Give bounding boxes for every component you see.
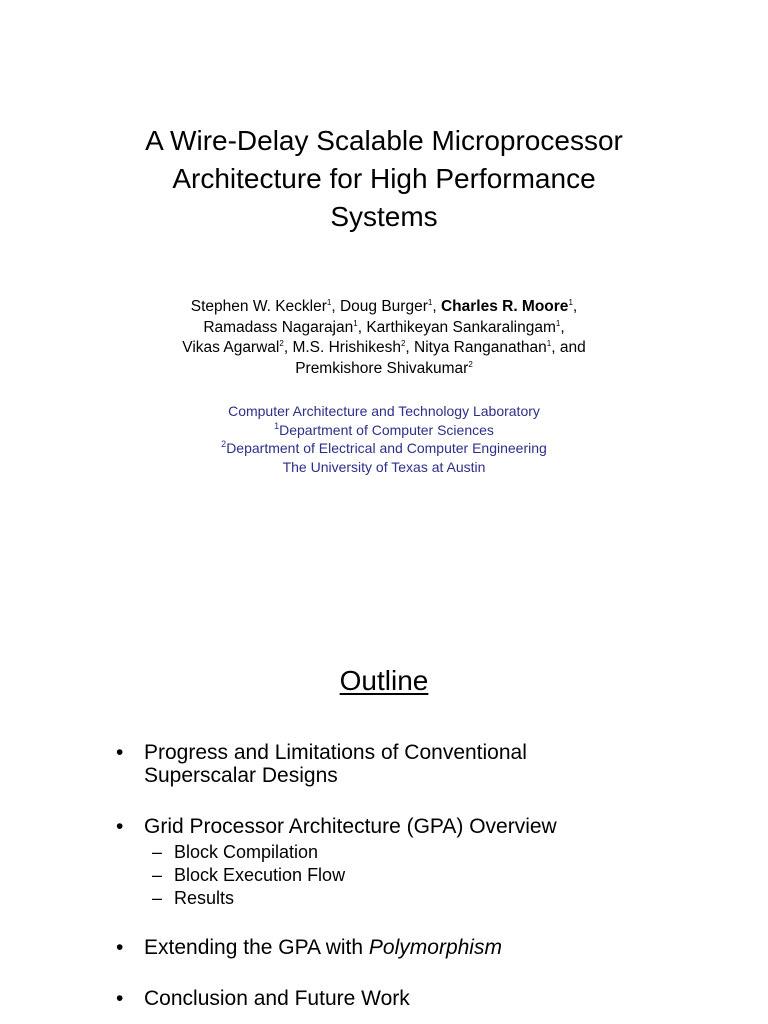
outline-heading: Outline — [339, 665, 429, 696]
dept-ece-label: Department of Electrical and Computer Engineering — [226, 440, 547, 457]
author-ranganathan: Nitya Ranganathan — [414, 339, 547, 356]
bullet-icon: • — [116, 815, 124, 838]
author-shivakumar: Premkishore Shivakumar — [295, 359, 469, 377]
affiliation-marker: 2 — [400, 339, 406, 348]
outline-item-text: Conclusion and Future Work — [144, 987, 410, 1010]
affiliation-marker: 1 — [326, 298, 332, 307]
affiliation-marker: 1 — [353, 318, 358, 328]
bullet-icon: • — [116, 936, 124, 959]
affiliation-marker: 1 — [427, 298, 433, 307]
outline-subitem-text: Block Compilation — [174, 842, 319, 862]
dash-icon: – — [152, 842, 163, 862]
affiliation-marker: 1 — [274, 420, 280, 431]
title-line-1: A Wire-Delay Scalable Microprocessor — [145, 125, 623, 156]
title-line-2: Architecture for High Performance — [172, 163, 596, 194]
outline-item-text: Grid Processor Architecture (GPA) Overview — [144, 815, 557, 838]
author-moore: Charles R. Moore — [440, 298, 569, 315]
author-agarwal: Vikas Agarwal — [182, 339, 280, 356]
outline-subitem-text: Block Execution Flow — [174, 865, 346, 885]
outline-item-text — [144, 936, 502, 959]
author-burger: Doug Burger — [339, 298, 428, 315]
affiliation-marker: 2 — [221, 439, 227, 450]
affiliation-marker: 1 — [546, 339, 552, 348]
author-nagarajan: Ramadass Nagarajan — [203, 318, 354, 336]
outline-item-text: Progress and Limitations of Conventional — [144, 741, 527, 764]
university-name: The University of Texas at Austin — [282, 459, 486, 476]
author-line-1: Stephen W. Keckler$^1$, Doug Burger$^1$, Charles R. Moore$^1$, — [190, 298, 578, 315]
title-line-3: Systems — [330, 201, 438, 232]
affiliation-marker: 2 — [468, 359, 473, 369]
bullet-icon: • — [116, 987, 124, 1010]
author-hrishikesh: M.S. Hrishikesh — [292, 339, 401, 356]
affiliation-marker: 1 — [555, 318, 561, 328]
dash-icon: – — [152, 888, 163, 908]
lab-name: Computer Architecture and Technology Laboratory — [228, 403, 540, 419]
dash-icon: – — [152, 865, 163, 885]
outline-subitem-text: Results — [174, 888, 235, 908]
outline-item-emphasis: Polymorphism — [368, 936, 502, 959]
outline-item-prefix: Extending the GPA with — [144, 936, 369, 959]
dept-cs-label: Department of Computer Sciences — [279, 421, 494, 438]
outline-item-text-cont: Superscalar Designs — [144, 764, 338, 787]
bullet-icon: • — [116, 741, 124, 764]
author-line-3: Vikas Agarwal$^2$, M.S. Hrishikesh$^2$, Nitya Ranganathan$^1$, and — [182, 339, 586, 356]
author-keckler: Stephen W. Keckler — [190, 298, 327, 315]
author-sankaralingam: Karthikeyan Sankaralingam — [366, 318, 556, 336]
affiliation-marker: 2 — [279, 339, 284, 348]
author-and: and — [559, 339, 586, 356]
author-line-2: Ramadass Nagarajan$^1$, Karthikeyan Sankaralingam$^1$, — [203, 318, 565, 336]
affiliation-marker: 1 — [568, 298, 573, 307]
